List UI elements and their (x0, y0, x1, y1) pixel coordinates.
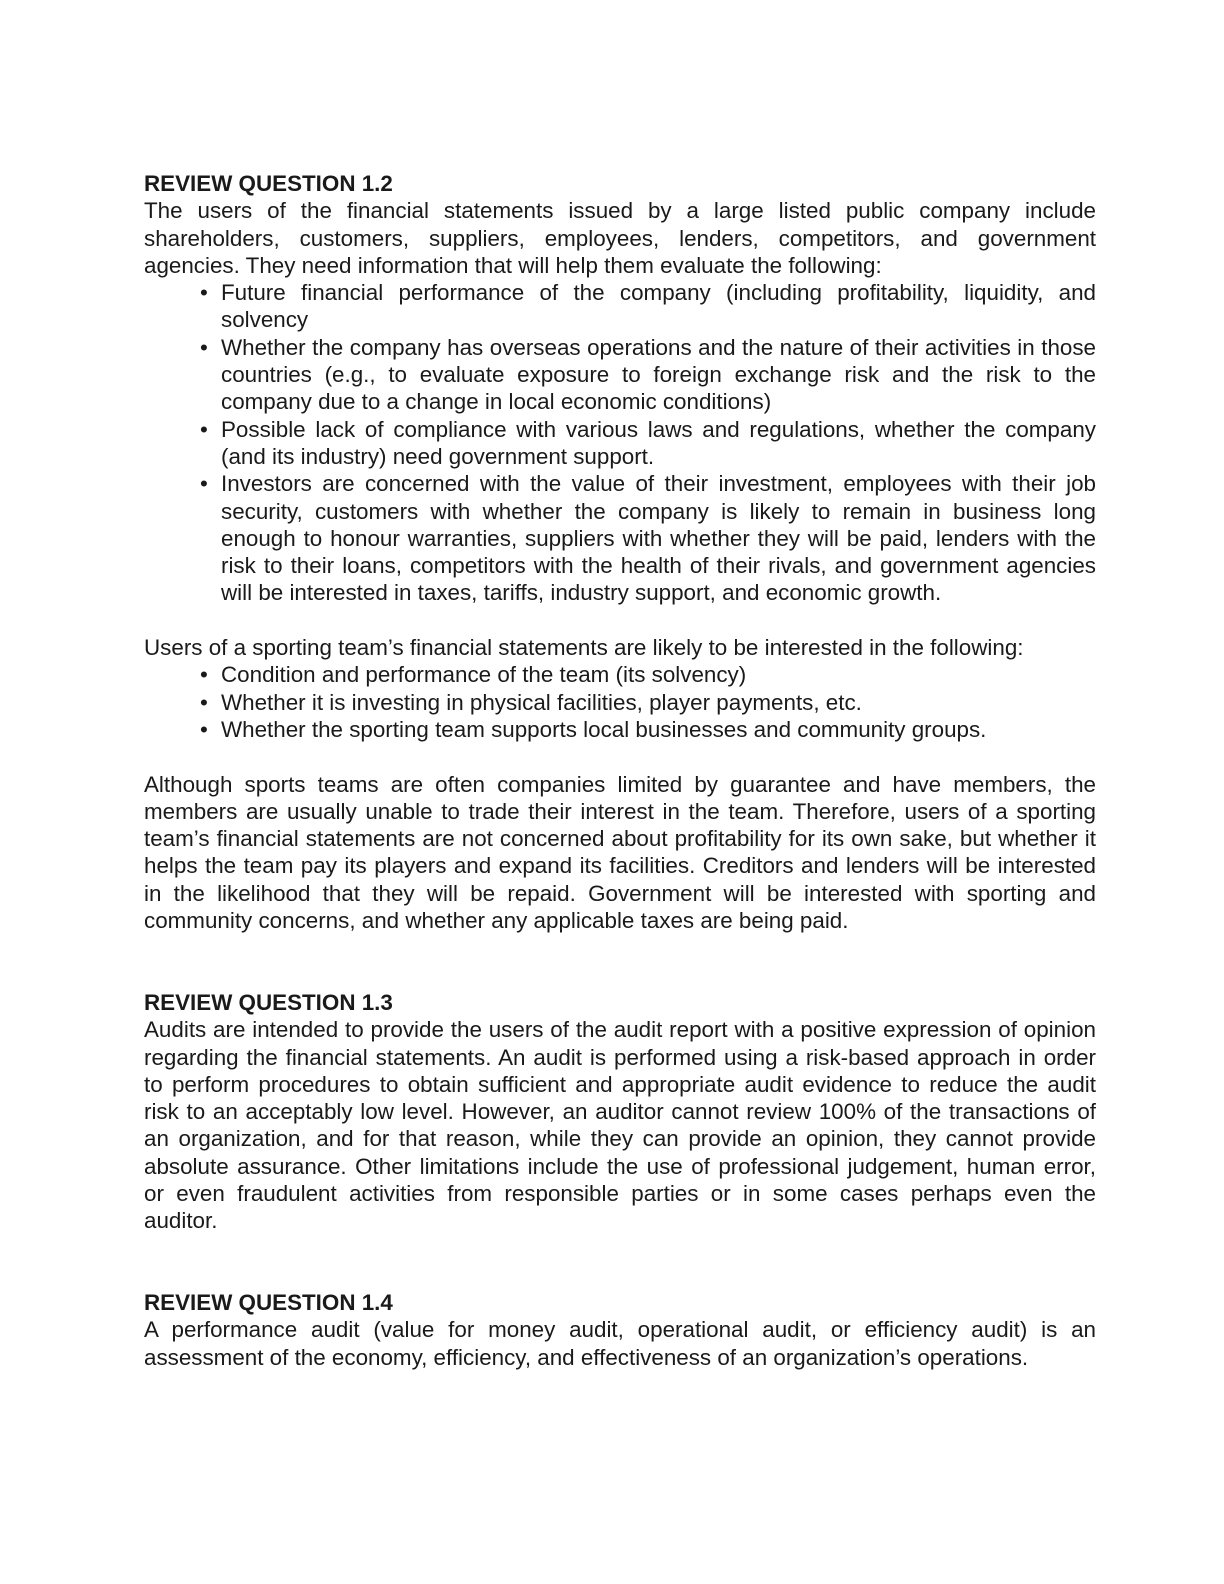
section-heading: REVIEW QUESTION 1.2 (144, 171, 393, 196)
section-heading: REVIEW QUESTION 1.4 (144, 1290, 393, 1316)
section-intro-paragraph-2: Users of a sporting team’s financial statements are likely to be interested in the following: (144, 635, 1024, 661)
list-item-text: Future financial performance of the company (including profitability, liquidity, and solvency (221, 280, 1096, 333)
list-item (144, 470, 1096, 606)
list-item-text: Whether the sporting team supports local businesses and community groups. (221, 716, 987, 742)
list-item (144, 689, 1096, 716)
spacer (144, 743, 1096, 770)
bullet-icon: • (200, 416, 208, 442)
list-item-text: Whether the company has overseas operations and the nature of their activities in those countries (e.g., to evaluate exposure to foreign exchange risk and the risk to the company due to a change in local economic conditions) (221, 334, 1096, 415)
bullet-list-sporting-team (144, 661, 1096, 743)
section-intro-paragraph: The users of the financial statements issued by a large listed public company include shareholders, customers, suppliers, employees, lenders, competitors, and government agencies. They need information that will help them evaluate the following: (144, 198, 1096, 278)
section-review-question-1-4 (144, 1289, 1096, 1371)
list-item-text: Whether it is investing in physical facilities, player payments, etc. (221, 689, 862, 715)
section-closing-paragraph: Although sports teams are often companies limited by guarantee and have members, the members are usually unable to trade their interest in the team. Therefore, users of a sporting team’s financial statements are not concerned about profitability for its own sake, but whether it helps the team pay its players and expand its facilities. Creditors and lenders will be interested in the likelihood that they will be repaid. Government will be interested with sporting and community concerns, and whether any applicable taxes are being paid. (144, 771, 1096, 934)
bullet-icon: • (200, 471, 208, 497)
bullet-icon: • (200, 280, 208, 306)
bullet-list-users-needs (144, 279, 1096, 607)
list-item-text: Condition and performance of the team (its solvency) (221, 662, 747, 688)
section-review-question-1-2 (144, 170, 1096, 934)
list-item (144, 279, 1096, 334)
bullet-icon: • (200, 334, 208, 360)
document-page (144, 170, 1096, 1371)
section-body-paragraph: Audits are intended to provide the users of the audit report with a positive expression of opinion regarding the financial statements. An audit is performed using a risk-based approach in order to perform procedures to obtain sufficient and appropriate audit evidence to reduce the audit risk to an acceptably low level. However, an auditor cannot review 100% of the transactions of an organization, and for that reason, while they can provide an opinion, they cannot provide absolute assurance. Other limitations include the use of professional judgement, human error, or even fraudulent activities from responsible parties or in some cases perhaps even the auditor. (144, 1017, 1096, 1234)
list-item (144, 416, 1096, 471)
list-item (144, 716, 1096, 743)
list-item-text: Possible lack of compliance with various laws and regulations, whether the company (and its industry) need government support. (221, 416, 1096, 469)
spacer (144, 934, 1096, 989)
bullet-icon: • (200, 716, 208, 742)
section-body-paragraph: A performance audit (value for money audit, operational audit, or efficiency audit) is an assessment of the economy, efficiency, and effectiveness of an organization’s operations. (144, 1317, 1096, 1370)
list-item (144, 661, 1096, 688)
bullet-icon: • (200, 689, 208, 715)
section-review-question-1-3 (144, 989, 1096, 1235)
section-heading: REVIEW QUESTION 1.3 (144, 989, 393, 1015)
bullet-icon: • (200, 662, 208, 688)
spacer (144, 607, 1096, 634)
list-item (144, 334, 1096, 416)
spacer (144, 1235, 1096, 1290)
list-item-text: Investors are concerned with the value of their investment, employees with their job security, customers with whether the company is likely to remain in business long enough to honour warranties, suppliers with whether they will be paid, lenders with the risk to their loans, competitors with the health of their rivals, and government agencies will be interested in taxes, tariffs, industry support, and economic growth. (221, 471, 1096, 606)
